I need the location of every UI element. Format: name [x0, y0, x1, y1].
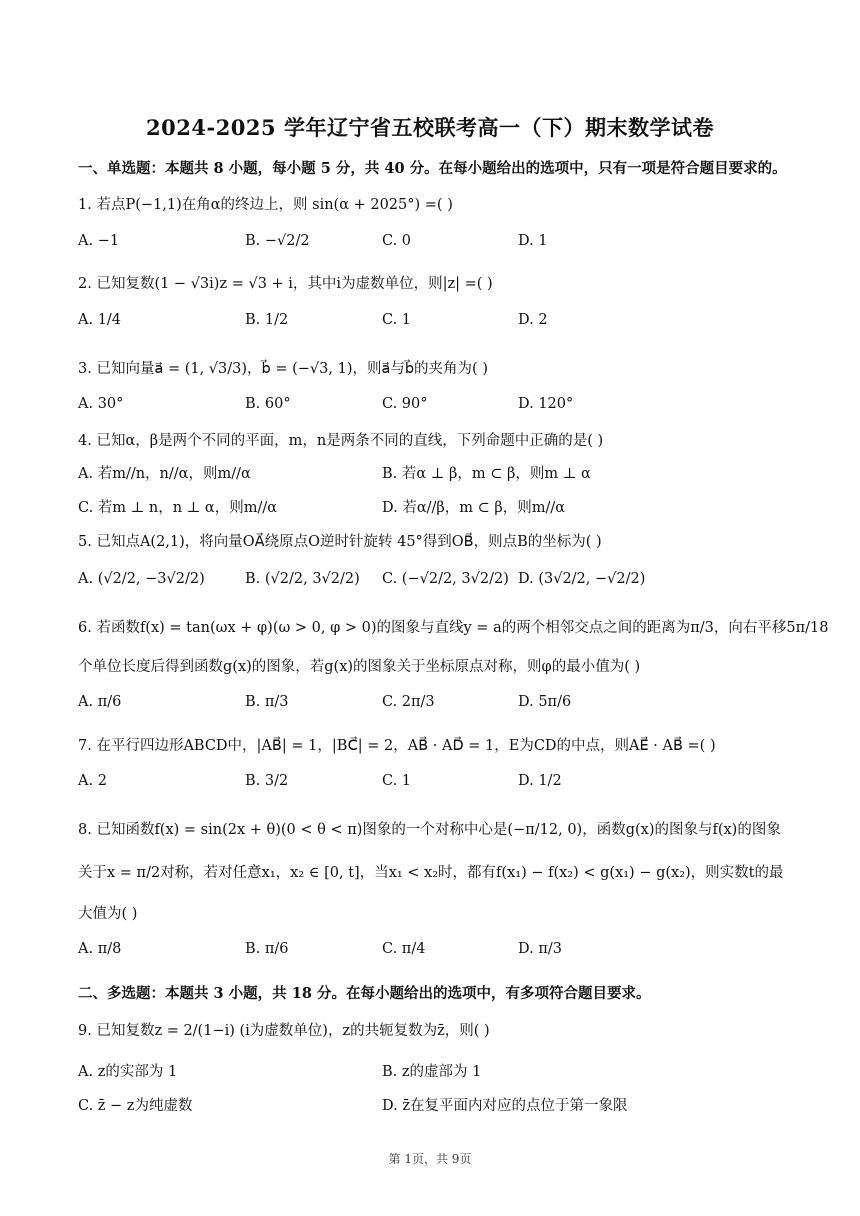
question-9-option-b: B. z的虚部为 1 [382, 1064, 482, 1080]
question-4-stem: 4. 已知α，β是两个不同的平面，m，n是两条不同的直线，下列命题中正确的是( ) [78, 433, 604, 449]
question-3-option-c: C. 90° [382, 396, 428, 412]
question-2-stem: 2. 已知复数(1 − √3i)z = √3 + i，其中i为虚数单位，则|z| =( ) [78, 276, 493, 292]
question-8-option-d: D. π/3 [518, 941, 562, 957]
question-8-stem-line-1: 8. 已知函数f(x) = sin(2x + θ)(0 < θ < π)图象的一个对称中心是(−π/12, 0)，函数g(x)的图象与f(x)的图象 [78, 822, 781, 838]
section-heading-multiple-choice: 二、多选题：本题共 3 小题，共 18 分。在每小题给出的选项中，有多项符合题目要求。 [78, 985, 651, 1002]
question-4-option-d: D. 若α//β，m ⊂ β，则m//α [382, 500, 566, 516]
question-4-option-c: C. 若m ⊥ n，n ⊥ α，则m//α [78, 500, 278, 516]
page-footer: 第 1页，共 9页 [388, 1152, 472, 1166]
question-3-option-d: D. 120° [518, 396, 574, 412]
question-3-option-b: B. 60° [245, 396, 291, 412]
question-8-option-a: A. π/8 [78, 941, 122, 957]
question-1-option-c: C. 0 [382, 233, 412, 249]
question-1-option-b: B. −√2/2 [245, 233, 310, 249]
question-4-option-a: A. 若m//n，n//α，则m//α [78, 466, 251, 482]
question-7-option-d: D. 1/2 [518, 773, 562, 789]
question-1-option-a: A. −1 [78, 233, 120, 249]
question-5-option-b: B. (√2/2, 3√2/2) [245, 571, 360, 587]
question-1-option-d: D. 1 [518, 233, 548, 249]
question-8-option-b: B. π/6 [245, 941, 289, 957]
question-9-option-c: C. z̄ − z为纯虚数 [78, 1098, 193, 1114]
question-2-option-d: D. 2 [518, 312, 548, 328]
question-7-option-b: B. 3/2 [245, 773, 289, 789]
question-7-option-a: A. 2 [78, 773, 107, 789]
question-5-option-c: C. (−√2/2, 3√2/2) [382, 571, 509, 587]
question-9-option-d: D. z̄在复平面内对应的点位于第一象限 [382, 1098, 628, 1114]
question-6-option-b: B. π/3 [245, 694, 289, 710]
question-7-option-c: C. 1 [382, 773, 412, 789]
question-8-stem-line-3: 大值为( ) [78, 906, 138, 922]
question-5-stem: 5. 已知点A(2,1)，将向量OA⃗绕原点O逆时针旋转 45°得到OB⃗，则点B的坐标为( ) [78, 534, 602, 550]
question-8-option-c: C. π/4 [382, 941, 426, 957]
question-3-option-a: A. 30° [78, 396, 124, 412]
section-heading-single-choice: 一、单选题：本题共 8 小题，每小题 5 分，共 40 分。在每小题给出的选项中，只有一项是符合题目要求的。 [78, 160, 787, 177]
question-2-option-b: B. 1/2 [245, 312, 289, 328]
page-title: 2024-2025 学年辽宁省五校联考高一（下）期末数学试卷 [146, 115, 714, 140]
question-6-option-d: D. 5π/6 [518, 694, 572, 710]
question-2-option-c: C. 1 [382, 312, 412, 328]
question-8-stem-line-2: 关于x = π/2对称，若对任意x₁，x₂ ∈ [0, t]，当x₁ < x₂时，都有f(x₁) − f(x₂) < g(x₁) − g(x₂)，则实数t的最 [78, 865, 784, 881]
question-4-option-b: B. 若α ⊥ β，m ⊂ β，则m ⊥ α [382, 466, 591, 482]
question-6-option-c: C. 2π/3 [382, 694, 435, 710]
question-7-stem: 7. 在平行四边形ABCD中，|AB⃗| = 1，|BC⃗| = 2，AB⃗ · AD⃗ = 1，E为CD的中点，则AE⃗ · AB⃗ =( ) [78, 738, 716, 754]
question-2-option-a: A. 1/4 [78, 312, 122, 328]
question-5-option-a: A. (√2/2, −3√2/2) [78, 571, 205, 587]
question-5-option-d: D. (3√2/2, −√2/2) [518, 571, 646, 587]
question-6-stem-line-2: 个单位长度后得到函数g(x)的图象，若g(x)的图象关于坐标原点对称，则φ的最小值为( ) [78, 659, 641, 675]
question-9-option-a: A. z的实部为 1 [78, 1064, 178, 1080]
question-6-option-a: A. π/6 [78, 694, 122, 710]
question-1-stem: 1. 若点P(−1,1)在角α的终边上，则 sin(α + 2025°) =( ) [78, 197, 453, 213]
question-3-stem: 3. 已知向量a⃗ = (1, √3/3)，b⃗ = (−√3, 1)，则a⃗与b⃗的夹角为( ) [78, 361, 488, 377]
question-6-stem-line-1: 6. 若函数f(x) = tan(ωx + φ)(ω > 0, φ > 0)的图象与直线y = a的两个相邻交点之间的距离为π/3，向右平移5π/18 [78, 620, 829, 636]
question-9-stem: 9. 已知复数z = 2/(1−i) (i为虚数单位)，z的共轭复数为z̄，则( ) [78, 1023, 490, 1039]
